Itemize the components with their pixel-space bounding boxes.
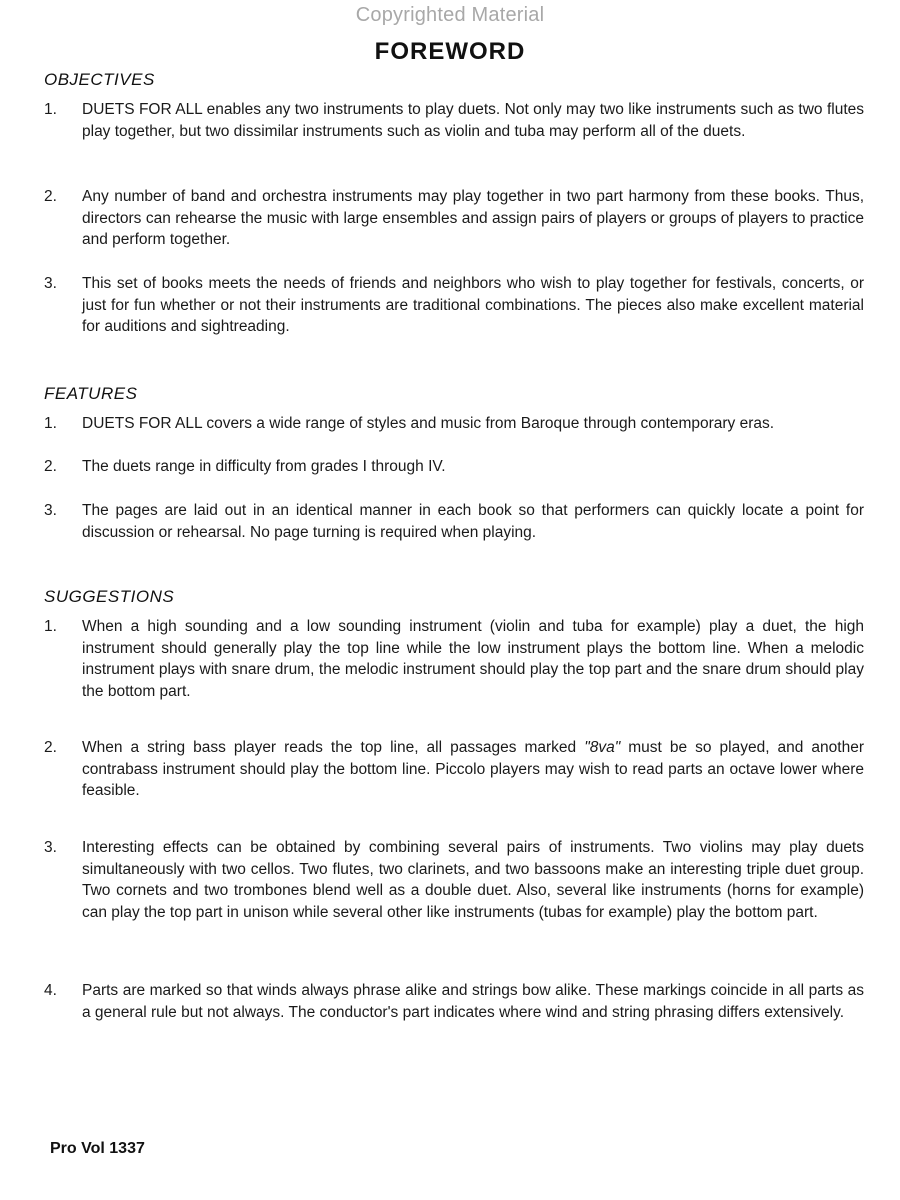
- suggestions-heading: SUGGESTIONS: [44, 587, 175, 606]
- suggestions-item-3: [44, 837, 864, 923]
- octave-marking: "8va": [584, 739, 621, 756]
- item-text: DUETS FOR ALL enables any two instruments to play duets. Not only may two like instruments such as two flutes play together, but two dissimilar instruments such as violin and tuba may perform all of the duets.: [82, 101, 864, 140]
- page-title: FOREWORD: [374, 38, 526, 65]
- item-number: 3.: [44, 275, 57, 292]
- item-number: 1.: [44, 415, 57, 432]
- item-text-part: must be so played, and another contrabass instrument should play the bottom line. Piccolo players may wish to read parts an octave lower where feasible.: [82, 739, 865, 799]
- item-number: 2.: [44, 458, 57, 475]
- item-number: 3.: [44, 502, 57, 519]
- features-item-3: [44, 500, 864, 543]
- objectives-item-2: [44, 186, 864, 251]
- catalog-number: Pro Vol 1337: [50, 1140, 145, 1157]
- item-text: DUETS FOR ALL covers a wide range of styles and music from Baroque through contemporary eras.: [82, 415, 775, 432]
- item-number: 2.: [44, 188, 57, 205]
- objectives-heading: OBJECTIVES: [44, 70, 155, 89]
- item-number: 1.: [44, 101, 57, 118]
- features-item-1: [44, 413, 864, 435]
- item-number: 1.: [44, 618, 57, 635]
- copyright-watermark: Copyrighted Material: [355, 4, 545, 26]
- item-text: [82, 737, 864, 802]
- suggestions-item-1: [44, 616, 864, 702]
- item-text: Any number of band and orchestra instruments may play together in two part harmony from these books. Thus, directors can rehearse the music with large ensembles and assign pairs of players or groups of players to practice and perform together.: [82, 188, 864, 248]
- objectives-item-3: [44, 273, 864, 338]
- item-text: When a high sounding and a low sounding instrument (violin and tuba for example) play a duet, the high instrument should generally play the top line while the low instrument plays the bottom line. When a melodic instrument plays with snare drum, the melodic instrument should play the top part and the snare drum should play the bottom part.: [82, 618, 864, 700]
- features-item-2: [44, 456, 864, 478]
- item-text: Interesting effects can be obtained by combining several pairs of instruments. Two violins may play duets simultaneously with two cellos. Two flutes, two clarinets, and two bassoons make an interesting triple duet group. Two cornets and two trombones blend well as a double duet. Also, several like instruments (horns for example) can play the top part in unison while several other like instruments (tubas for example) play the bottom part.: [82, 839, 864, 921]
- item-number: 2.: [44, 739, 57, 756]
- item-text-part: When a string bass player reads the top line, all passages marked: [82, 739, 585, 756]
- objectives-item-1: [44, 99, 864, 142]
- suggestions-item-4: [44, 980, 864, 1023]
- item-number: 3.: [44, 839, 57, 856]
- item-text: The duets range in difficulty from grades I through IV.: [82, 458, 446, 475]
- item-text: This set of books meets the needs of friends and neighbors who wish to play together for festivals, concerts, or just for fun whether or not their instruments are traditional combinations. The pieces also make excellent material for auditions and sightreading.: [82, 275, 864, 335]
- features-heading: FEATURES: [44, 384, 138, 403]
- item-number: 4.: [44, 982, 57, 999]
- item-text: Parts are marked so that winds always phrase alike and strings bow alike. These markings coincide in all parts as a general rule but not always. The conductor's part indicates where wind and string phrasing differs extensively.: [82, 982, 864, 1021]
- item-text: The pages are laid out in an identical manner in each book so that performers can quickly locate a point for discussion or rehearsal. No page turning is required when playing.: [82, 502, 864, 541]
- suggestions-item-2: [44, 737, 864, 802]
